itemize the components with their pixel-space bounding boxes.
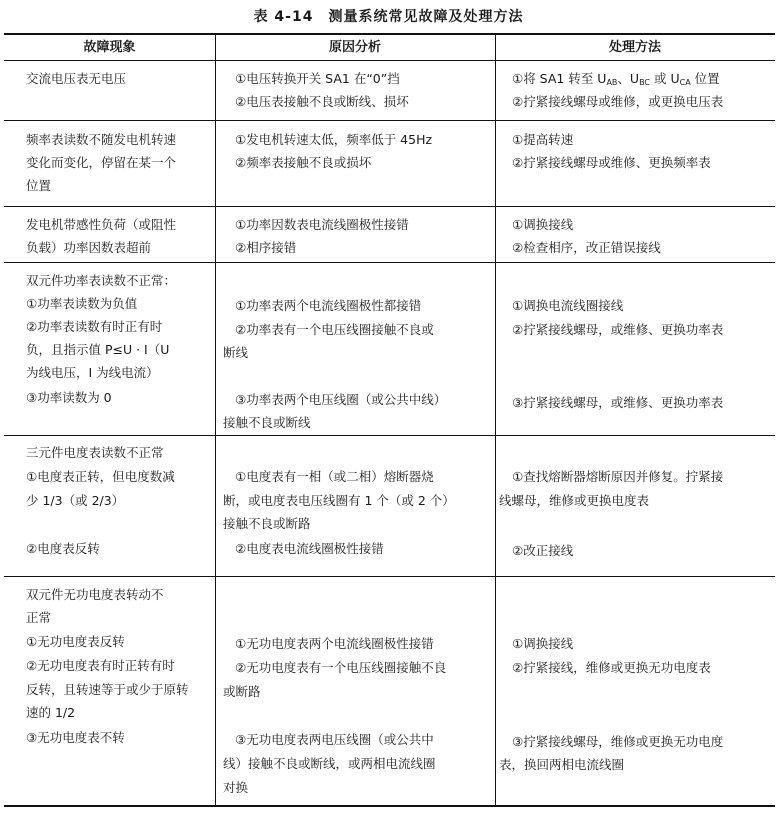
action-text: ①调换接线 <box>512 217 574 232</box>
phenomenon-text: ③无功电度表不转 <box>26 730 125 745</box>
action-text: 线螺母，维修或更换电度表 <box>499 493 650 508</box>
phenomenon-text: ①无功电度表反转 <box>26 634 125 649</box>
cause-text: ②无功电度表有一个电压线圈接触不良 <box>235 660 447 675</box>
action-text: ②改正接线 <box>512 543 574 558</box>
action-text-part: 、U <box>617 71 640 86</box>
cause-text: ①发电机转速太低，频率低于 45Hz <box>235 132 433 147</box>
phenomenon-text: 正常 <box>26 610 52 625</box>
cause-text: 线）接触不良或断线，或两相电流线圈 <box>223 756 436 771</box>
cause-text: ①电度表有一相（或二相）熔断器烧 <box>235 469 434 484</box>
row-divider <box>4 120 775 121</box>
action-text: ③拧紧接线螺母，维修或更换无功电度 <box>512 734 724 749</box>
cause-text: ②频率表接触不良或损坏 <box>235 155 372 170</box>
action-text: 表，换回两相电流线圈 <box>499 757 625 772</box>
cause-text: ③功率表两个电压线圈（或公共中线） <box>235 392 447 407</box>
phenomenon-text: 为线电压，I 为线电流） <box>26 365 159 380</box>
row-divider <box>4 576 775 577</box>
cause-text: 对换 <box>223 780 249 795</box>
fault-table <box>4 33 775 807</box>
action-text: ②拧紧接线螺母，或维修、更换功率表 <box>512 322 724 337</box>
cause-text: 断，或电度表电压线圈有 1 个（或 2 个） <box>223 493 455 508</box>
phenomenon-text: ②功率表读数有时正有时 <box>26 319 163 334</box>
phenomenon-text: ②无功电度表有时正转有时 <box>26 658 175 673</box>
phenomenon-text: 双元件功率表读数不正常： <box>26 273 177 288</box>
table-title: 表 4-14 测量系统常见故障及处理方法 <box>253 9 524 25</box>
action-text: ①调换接线 <box>512 636 574 651</box>
cause-text: ①功率表两个电流线圈极性都接错 <box>235 298 422 313</box>
subscript: AB <box>606 78 618 87</box>
action-text-part: 位置 <box>690 71 720 86</box>
action-text-part: ①将 SA1 转至 U <box>512 71 607 86</box>
phenomenon-text: ①电度表正转，但电度数减 <box>26 469 175 484</box>
header-phenomenon: 故障现象 <box>83 40 136 55</box>
cause-text: ②电压表接触不良或断线、损坏 <box>235 94 409 109</box>
phenomenon-text: 频率表读数不随发电机转速 <box>26 132 177 147</box>
action-text: ②检查相序，改正错误接线 <box>512 240 661 255</box>
action-text: ②拧紧接线螺母或维修、更换频率表 <box>512 155 711 170</box>
column-divider <box>215 35 216 805</box>
action-text: ①提高转速 <box>512 132 574 147</box>
phenomenon-text: 交流电压表无电压 <box>26 71 127 86</box>
header-cause: 原因分析 <box>328 40 381 55</box>
cause-text: ①无功电度表两个电流线圈极性接错 <box>235 636 434 651</box>
cause-text: ①电压转换开关 SA1 在“0”挡 <box>235 71 400 86</box>
cause-text: ②相序接错 <box>235 240 297 255</box>
phenomenon-text: 负，且指示值 P≤U · I（U <box>26 342 170 357</box>
phenomenon-text: 双元件无功电度表转动不 <box>26 587 164 602</box>
cause-text: ②功率表有一个电压线圈接触不良或 <box>235 322 434 337</box>
phenomenon-text: 位置 <box>26 178 52 193</box>
subscript: CA <box>679 78 691 87</box>
table-header <box>4 35 775 61</box>
header-action: 处理方法 <box>608 40 661 55</box>
cause-text: 接触不良或断线 <box>223 415 311 430</box>
cause-text: 或断路 <box>223 684 261 699</box>
cause-text: 接触不良或断路 <box>223 516 311 531</box>
phenomenon-text: 变化而变化，停留在某一个 <box>26 155 177 170</box>
action-text: ①查找熔断器熔断原因并修复。拧紧接 <box>512 469 724 484</box>
phenomenon-text: ①功率表读数为负值 <box>26 296 138 311</box>
action-text: ②拧紧接线螺母或维修，或更换电压表 <box>512 94 724 109</box>
action-text <box>512 71 720 91</box>
action-text: ①调换电流线圈接线 <box>512 298 624 313</box>
phenomenon-text: 负载）功率因数表超前 <box>26 240 152 255</box>
phenomenon-text: 少 1/3（或 2/3） <box>26 493 125 508</box>
row-divider <box>4 262 775 263</box>
phenomenon-text: ③功率读数为 0 <box>26 390 112 405</box>
phenomenon-text: 反转，且转速等于或少于原转 <box>26 682 189 697</box>
phenomenon-text: 三元件电度表读数不正常 <box>26 445 164 460</box>
cause-text: 断线 <box>223 345 249 360</box>
action-text-part: 或 U <box>650 71 680 86</box>
row-divider <box>4 435 775 436</box>
cause-text: ②电度表电流线圈极性接错 <box>235 541 384 556</box>
row-divider <box>4 206 775 207</box>
cause-text: ③无功电度表两电压线圈（或公共中 <box>235 732 434 747</box>
phenomenon-text: 速的 1/2 <box>26 705 76 720</box>
column-divider <box>495 35 496 805</box>
phenomenon-text: ②电度表反转 <box>26 541 100 556</box>
action-text: ②拧紧接线，维修或更换无功电度表 <box>512 660 711 675</box>
action-text: ③拧紧接线螺母，或维修、更换功率表 <box>512 395 724 410</box>
phenomenon-text: 发电机带感性负荷（或阻性 <box>26 217 177 232</box>
subscript: BC <box>639 78 651 87</box>
cause-text: ①功率因数表电流线圈极性接错 <box>235 217 409 232</box>
